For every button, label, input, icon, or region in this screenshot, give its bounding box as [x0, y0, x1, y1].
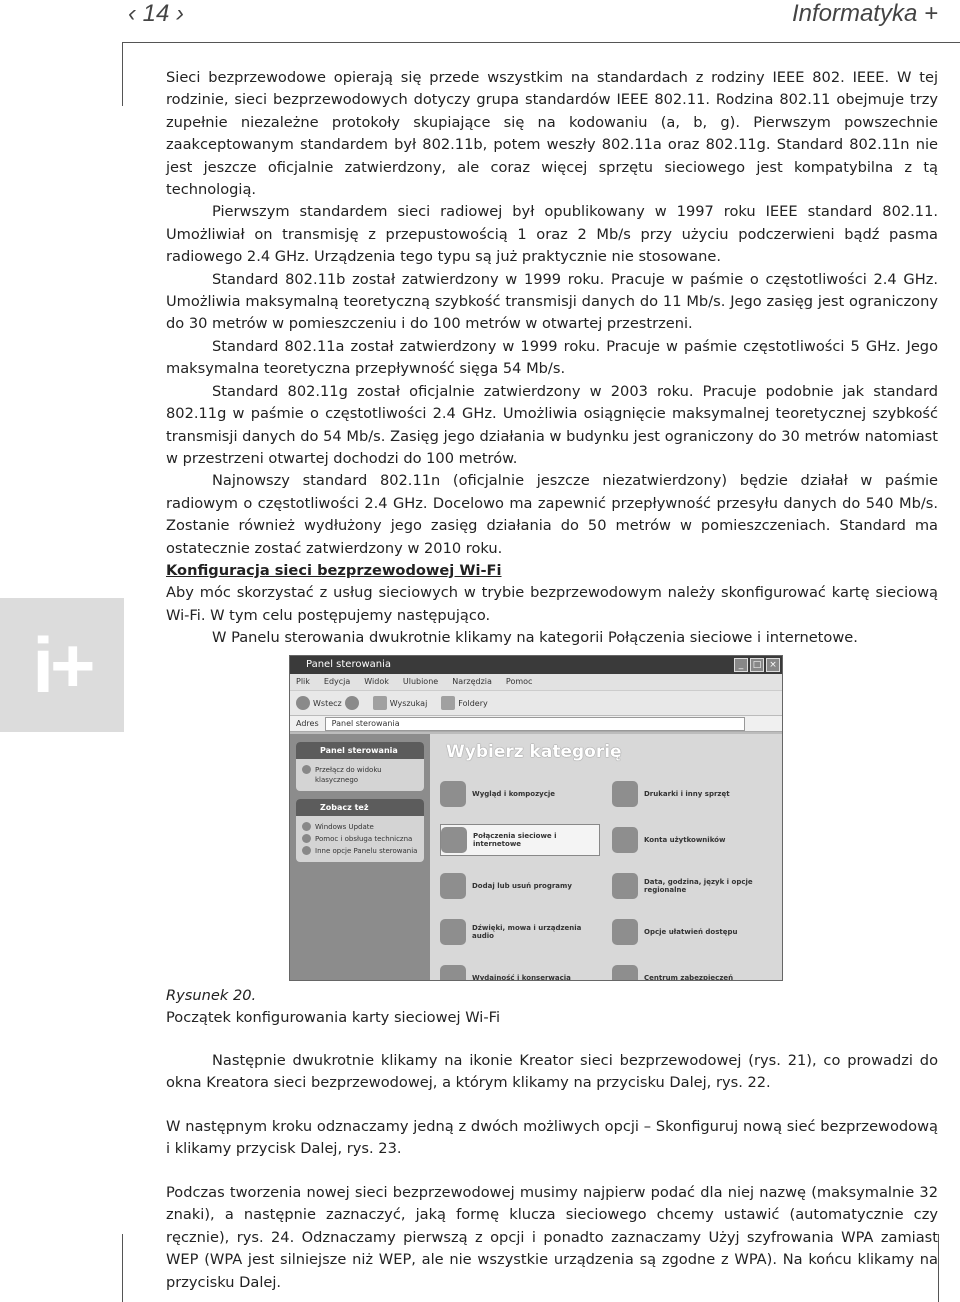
back-button[interactable]: [296, 696, 359, 710]
category-label: Dźwięki, mowa i urządzenia audio: [472, 924, 582, 940]
close-icon[interactable]: ×: [766, 658, 780, 672]
category-label: Wydajność i konserwacja: [472, 974, 571, 981]
category-label: Opcje ułatwień dostępu: [644, 928, 738, 936]
after-paragraph-2: W następnym kroku odznaczamy jedną z dwóch możliwych opcji – Skonfiguruj nową sieć bezprzewodową i klikamy przycisk Dalej, rys. 23.: [166, 1118, 938, 1158]
config-section: [166, 560, 938, 650]
category-appearance[interactable]: [440, 778, 600, 810]
back-label: Wstecz: [313, 698, 342, 708]
address-label: Adres: [296, 719, 319, 728]
task-pane: [290, 734, 430, 980]
toolbar: [290, 690, 782, 716]
control-panel-box: [296, 742, 424, 791]
category-label: Data, godzina, język i opcje regionalne: [644, 878, 753, 894]
category-label: Centrum zabezpieczeń: [644, 974, 734, 981]
category-network[interactable]: [440, 824, 600, 856]
category-title: Wybierz kategorię: [446, 742, 622, 762]
category-pane: [430, 734, 782, 980]
menu-plik[interactable]: Plik: [296, 677, 310, 686]
search-label: Wyszukaj: [389, 698, 428, 708]
top-rule: [122, 42, 960, 43]
search-button[interactable]: [373, 696, 428, 710]
control-panel-screenshot: [289, 655, 783, 981]
performance-icon: [440, 965, 466, 981]
category-performance[interactable]: [440, 962, 600, 981]
network-icon: [441, 827, 467, 853]
after-paragraph-3: Podczas tworzenia nowej sieci bezprzewodowej musimy najpierw podać dla niej nazwę (maksymalnie 32 znaki), a następnie zaznaczyć, jaką formę klucza sieciowego chcemy ustawić (automatycznie czy ręcznie), rys. 24. Odznaczamy pierwszą z opcji i ponadto zaznaczamy Użyj szyfrowania WPA zamiast WEP (WPA jest silniejsze niż WEP, ale nie wszystkie urządzenia są zgodne z WPA). Na końcu klikamy na przycisku Dalej.: [166, 1184, 938, 1291]
folders-label: Foldery: [458, 698, 488, 708]
switch-view-icon: [302, 765, 311, 774]
page-number: ‹ 14 ›: [128, 0, 185, 27]
intro-paragraph-1: Sieci bezprzewodowe opierają się przede wszystkim na standardach z rodziny IEEE 802. IEEE. W tej rodzinie, sieci bezprzewodowych dotyczy grupa standardów IEEE 802.11. Rodzina 802.11 obejmuje trzy zupełnie niezależne protokoły skupiające się na kodowaniu (a, b, g). Pierwszym powszechnie zaakceptowanym standardem był 802.11b, potem weszły 802.11a oraz 802.11g. Standard 802.11n nie jest jeszcze oficjalnie zatwierdzony, ale coraz więcej sprzętu sieciowego jest kompatybilna z tą technologią.: [166, 69, 938, 199]
windows-update-label: Windows Update: [315, 823, 374, 831]
section-paragraph-2: W Panelu sterowania dwukrotnie klikamy na kategorii Połączenia sieciowe i internetowe.: [212, 629, 858, 647]
programs-icon: [440, 873, 466, 899]
sound-icon: [440, 919, 466, 945]
shield-icon: [612, 965, 638, 981]
after-paragraph-1-block: [166, 1050, 938, 1095]
windows-update-link[interactable]: [302, 822, 418, 832]
folders-button[interactable]: [441, 696, 487, 710]
folder-icon: [441, 696, 455, 710]
menu-widok[interactable]: Widok: [364, 677, 389, 686]
menu-pomoc[interactable]: Pomoc: [505, 677, 533, 686]
category-label: Połączenia sieciowe i internetowe: [473, 832, 557, 848]
category-label: Wygląd i kompozycje: [472, 790, 556, 798]
after-paragraph-3-block: [166, 1182, 938, 1294]
menu-ulubione[interactable]: Ulubione: [402, 677, 439, 686]
options-icon: [302, 846, 311, 855]
minimize-icon[interactable]: _: [734, 658, 748, 672]
control-panel-box-title: Panel sterowania: [296, 742, 424, 759]
intro-paragraph-6: Najnowszy standard 802.11n (oficjalnie jeszcze niezatwierdzony) będzie działał w paśmie radiowym o częstotliwości 2.4 GHz. Docelowo ma zapewnić przepływność przesyłu danych do 540 Mb/s. Zostanie również wydłużony jego zasięg działania do 50 metrów w pomieszczeniach. Standard ma ostatecznie zostać zatwierdzony w 2010 roku.: [166, 472, 938, 557]
globe-icon: [612, 873, 638, 899]
category-label: Konta użytkowników: [644, 836, 726, 844]
see-also-title: Zobacz też: [296, 799, 424, 816]
other-options-link[interactable]: [302, 846, 418, 856]
address-input[interactable]: Panel sterowania: [325, 717, 745, 731]
accessibility-icon: [612, 919, 638, 945]
help-support-label: Pomoc i obsługa techniczna: [315, 835, 413, 843]
classic-view-link[interactable]: [302, 765, 418, 785]
menu-bar: [290, 674, 782, 690]
forward-arrow-icon[interactable]: [345, 696, 359, 710]
menu-edycja[interactable]: Edycja: [323, 677, 351, 686]
help-icon: [302, 834, 311, 843]
category-printers[interactable]: [612, 778, 762, 810]
printer-icon: [612, 781, 638, 807]
category-date-language[interactable]: [612, 870, 762, 902]
category-security[interactable]: [612, 962, 762, 981]
users-icon: [612, 827, 638, 853]
maximize-icon[interactable]: □: [750, 658, 764, 672]
menu-narzedzia[interactable]: Narzędzia: [452, 677, 492, 686]
category-grid: [440, 778, 762, 981]
category-label: Drukarki i inny sprzęt: [644, 790, 730, 798]
classic-view-label: Przełącz do widoku klasycznego: [315, 766, 382, 784]
category-add-remove[interactable]: [440, 870, 600, 902]
caption-label: Rysunek 20.: [166, 987, 257, 1004]
side-logo: i+: [0, 598, 124, 732]
appearance-icon: [440, 781, 466, 807]
figure-caption: [166, 985, 500, 1029]
search-icon: [373, 696, 387, 710]
after-paragraph-2-block: [166, 1116, 938, 1161]
section-paragraph-1: Aby móc skorzystać z usług sieciowych w trybie bezprzewodowym należy skonfigurować kartę sieciową Wi-Fi. W tym celu postępujemy następująco.: [166, 584, 938, 624]
intro-section: [166, 67, 938, 560]
help-support-link[interactable]: [302, 834, 418, 844]
intro-paragraph-2: Pierwszym standardem sieci radiowej był opublikowany w 1997 roku IEEE standard 802.11. Umożliwiał on transmisję z przepustowością 1 oraz 2 Mb/s przy użyciu podczerwieni bądź pasma radiowego 2.4 GHz. Urządzenia tego typu są już praktycznie nie stosowane.: [166, 203, 938, 266]
window-titlebar: [290, 656, 782, 674]
left-rule: [122, 42, 123, 106]
intro-paragraph-5: Standard 802.11g został oficjalnie zatwierdzony w 2003 roku. Pracuje podobnie jak standard 802.11g w paśmie o częstotliwości 2.4 GHz. Umożliwia osiągnięcie maksymalnej teoretycznej szybkość transmisji danych do 54 Mb/s. Zasięg jego działania w budynku jest ograniczony do 30 metrów natomiast w przestrzeni otwartej dochodzi do 100 metrów.: [166, 382, 938, 467]
after-paragraph-1: Następnie dwukrotnie klikamy na ikonie Kreator sieci bezprzewodowej (rys. 21), co prowadzi do okna Kreatora sieci bezprzewodowej, a którym klikamy na przycisku Dalej, rys. 22.: [166, 1052, 938, 1092]
see-also-box: [296, 799, 424, 862]
other-options-label: Inne opcje Panelu sterowania: [315, 847, 418, 855]
bottom-right-rule: [938, 1234, 939, 1302]
bottom-left-rule: [122, 1234, 123, 1302]
intro-paragraph-4: Standard 802.11a został zatwierdzony w 1999 roku. Pracuje w paśmie częstotliwości 5 GHz. Jego maksymalna teoretyczna przepływność sięga 54 Mb/s.: [166, 337, 938, 378]
category-sound[interactable]: [440, 916, 600, 948]
section-heading: Konfiguracja sieci bezprzewodowej Wi-Fi: [166, 562, 502, 579]
category-accessibility[interactable]: [612, 916, 762, 948]
back-arrow-icon: [296, 696, 310, 710]
address-bar: [290, 716, 782, 732]
caption-text: Początek konfigurowania karty sieciowej Wi-Fi: [166, 1009, 501, 1026]
category-user-accounts[interactable]: [612, 824, 762, 856]
magazine-title: Informatyka +: [791, 0, 938, 27]
windows-update-icon: [302, 822, 311, 831]
intro-paragraph-3: Standard 802.11b został zatwierdzony w 1999 roku. Pracuje w paśmie o częstotliwości 2.4 GHz. Umożliwia maksymalną teoretyczną szybkość transmisji danych do 11 Mb/s. Jego zasięg jest ograniczony do 30 metrów w pomieszczeniu i do 100 metrów w otwartej przestrzeni.: [166, 270, 938, 333]
category-label: Dodaj lub usuń programy: [472, 882, 572, 890]
window-title: Panel sterowania: [306, 659, 391, 670]
